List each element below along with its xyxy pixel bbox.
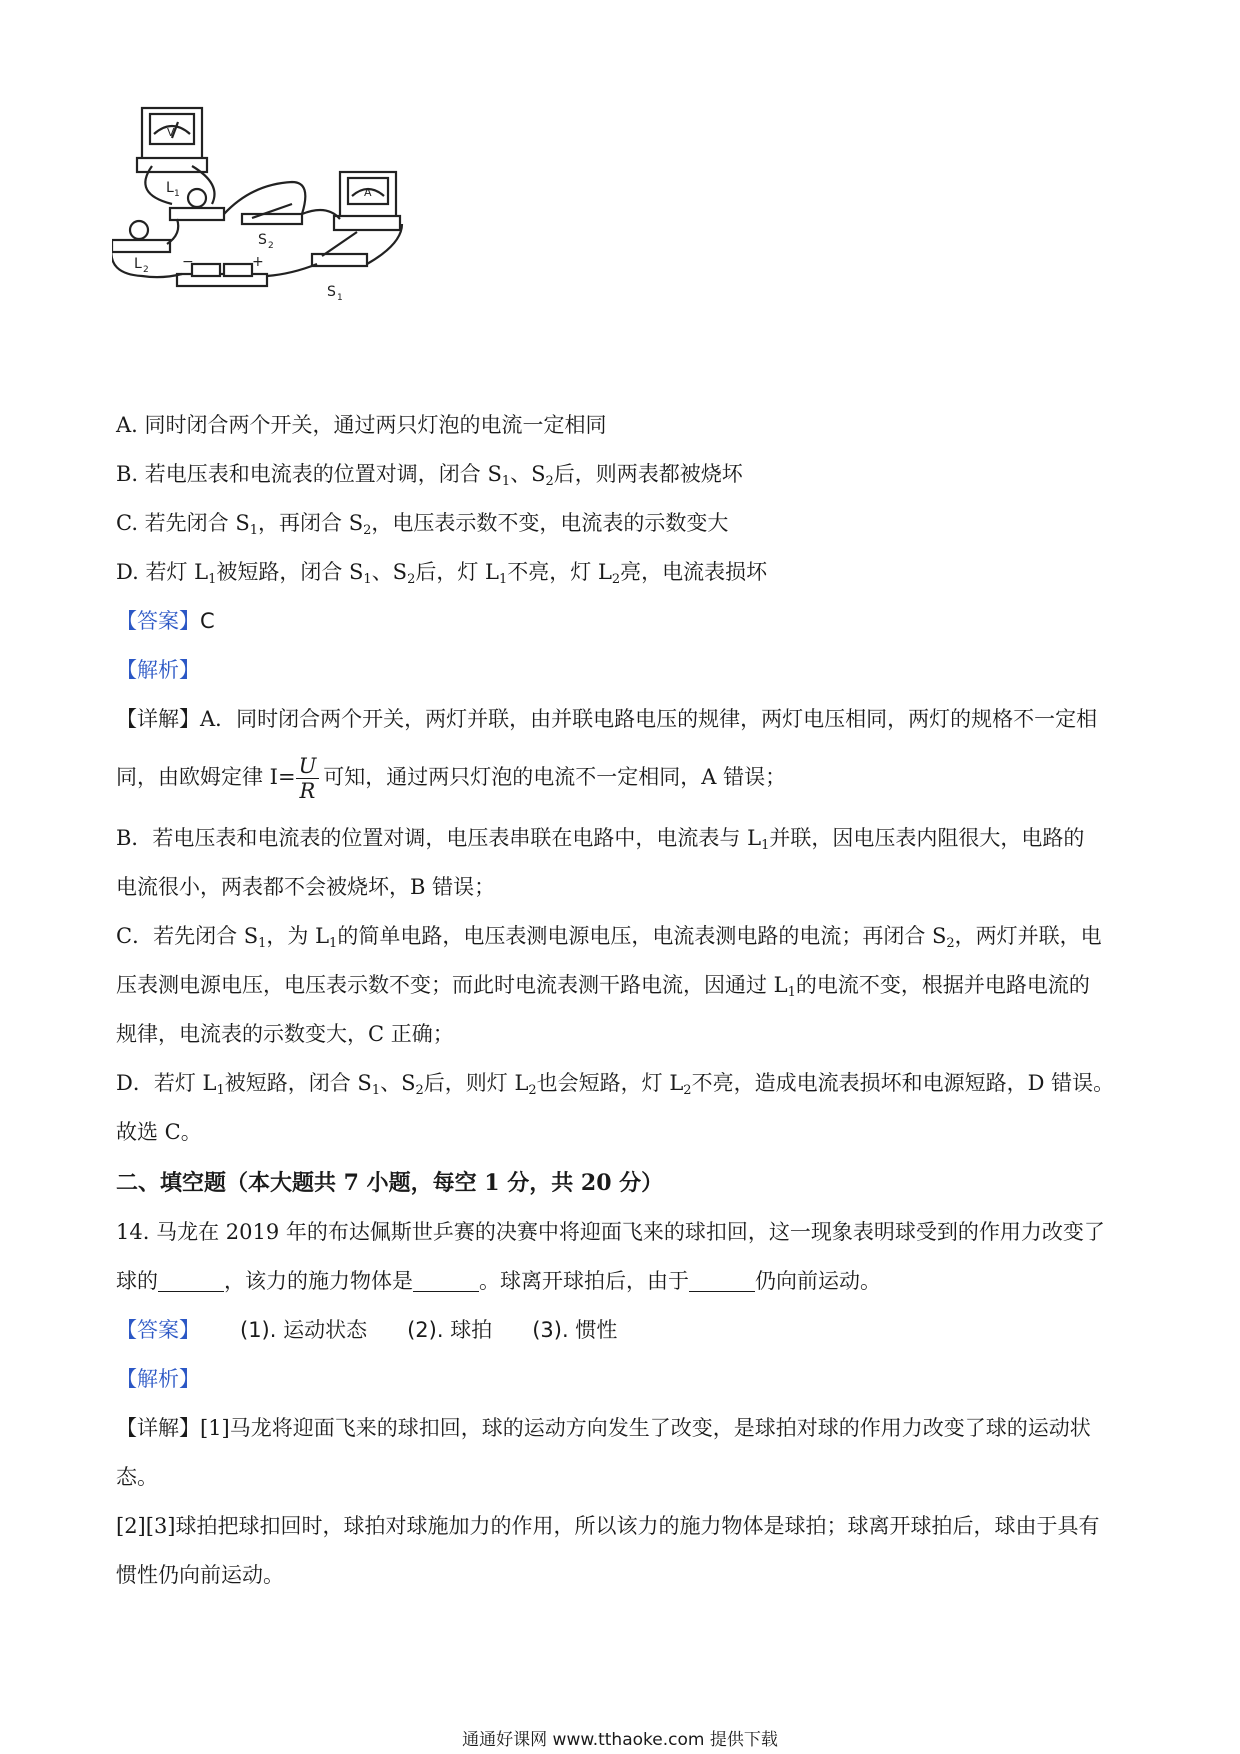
analysis-tag-1: 【解析】 <box>116 658 200 682</box>
detail-c3: 规律，电流表的示数变大，C 正确； <box>116 1022 454 1046</box>
detail-a1: 【详解】A．同时闭合两个开关，两灯并联，由并联电路电压的规律，两灯电压相同，两灯的规格不一定相 <box>116 707 1098 731</box>
label-l1: L <box>166 180 174 196</box>
blank-3 <box>689 1271 755 1292</box>
analysis-tag-2: 【解析】 <box>116 1367 200 1391</box>
detail-a2: 同，由欧姆定律 I= $\frac{U}{R}$ 可知，通过两只灯泡的电流不一定相同，A 错误； <box>116 754 787 803</box>
option-a: A. 同时闭合两个开关，通过两只灯泡的电流一定相同 <box>116 413 607 437</box>
option-b: B. 若电压表和电流表的位置对调，闭合 $S_1$、$S_2$后，则两表都被烧坏 <box>116 462 743 489</box>
detail2-l3: [2][3]球拍把球扣回时，球拍对球施加力的作用，所以该力的施力物体是球拍；球离开球拍后，球由于具有 <box>116 1514 1100 1538</box>
label-plus: + <box>252 254 264 270</box>
label-s2: S <box>258 232 267 248</box>
option-c: C. 若先闭合 $S_1$，再闭合 $S_2$，电压表示数不变，电流表的示数变大 <box>116 511 729 538</box>
svg-text:1: 1 <box>174 189 180 199</box>
detail2-l1: 【详解】[1]马龙将迎面飞来的球扣回，球的运动方向发生了改变，是球拍对球的作用力改变了球的运动状 <box>116 1416 1091 1440</box>
detail-c1: C．若先闭合 $S_1$，为 $L_1$的简单电路，电压表测电源电压，电流表测电路的电流；再闭合 $S_2$，两灯并联，电 <box>116 924 1102 951</box>
label-v: V <box>167 126 175 139</box>
detail-c2: 压表测电源电压，电压表示数不变；而此时电流表测干路电流，因通过 $L_1$的电流不变，根据并电路电流的 <box>116 973 1090 1000</box>
circuit-diagram <box>112 104 437 334</box>
detail-final: 故选 C。 <box>116 1120 202 1144</box>
ohm-fraction: $\frac{U}{R}$ <box>296 754 320 803</box>
detail2-l2: 态。 <box>116 1465 158 1489</box>
label-l2: L <box>134 256 142 272</box>
detail-b2: 电流很小，两表都不会被烧坏，B 错误； <box>116 875 496 899</box>
question-14-line1: 14. 马龙在 2019 年的布达佩斯世乒赛的决赛中将迎面飞来的球扣回，这一现象表明球受到的作用力改变了 <box>116 1220 1105 1244</box>
answer-1: 【答案】C <box>116 609 215 633</box>
label-a: A <box>364 186 372 199</box>
detail-b1: B．若电压表和电流表的位置对调，电压表串联在电路中，电流表与 $L_1$并联，因电压表内阻很大，电路的 <box>116 826 1085 853</box>
detail-d1: D．若灯 $L_1$被短路，闭合 $S_1$、$S_2$后，则灯 $L_2$也会短路，灯 $L_2$不亮，造成电流表损坏和电源短路，D 错误。 <box>116 1071 1115 1098</box>
detail2-l4: 惯性仍向前运动。 <box>116 1563 284 1587</box>
svg-text:1: 1 <box>337 293 343 303</box>
blank-1 <box>158 1271 224 1292</box>
option-d: D. 若灯 $L_1$被短路，闭合 $S_1$、$S_2$后，灯 $L_1$不亮，灯 $L_2$亮，电流表损坏 <box>116 560 768 587</box>
footer-text: 通通好课网 www.tthaoke.com 提供下载 <box>462 1730 778 1750</box>
label-s1: S <box>327 284 336 300</box>
answer-2: 【答案】 (1). 运动状态 (2). 球拍 (3). 惯性 <box>116 1318 618 1342</box>
section-heading: 二、填空题（本大题共 7 小题，每空 1 分，共 20 分） <box>116 1170 664 1196</box>
question-14-line2: 球的 ，该力的施力物体是 。球离开球拍后，由于 仍向前运动。 <box>116 1269 881 1293</box>
svg-text:2: 2 <box>268 241 274 251</box>
label-minus: − <box>182 254 194 270</box>
svg-text:2: 2 <box>143 265 149 275</box>
blank-2 <box>413 1271 479 1292</box>
